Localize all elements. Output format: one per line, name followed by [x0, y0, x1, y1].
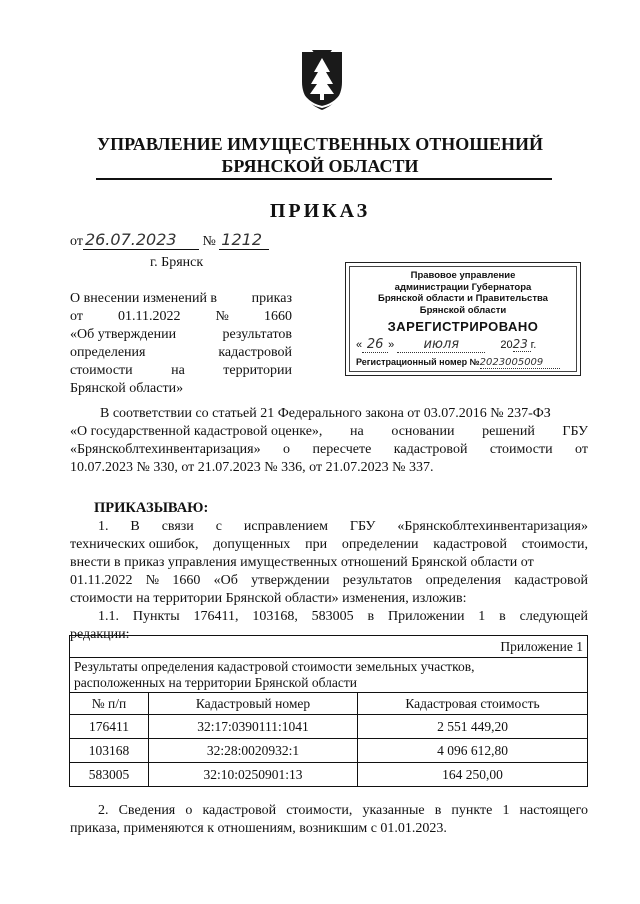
preamble: В соответствии со статьей 21 Федерального закона от 03.07.2016 № 237-ФЗ «О государственной кадастровой оценке», на основании решений ГБУ «Брянскоблтехинвентаризация» о пересчете кадастровой стоимости от 10.07.2023 № 330, от 21.07.2023 № 336, от 21.07.2023 № 337. — [70, 406, 588, 475]
item-1-1: 1.1. Пункты 176411, 103168, 583005 в Приложении 1 в следующей редакции: — [70, 609, 588, 642]
order-number: 1212 — [219, 230, 269, 250]
from-label: от — [70, 234, 83, 249]
stamp-reg-number: 2023005009 — [480, 357, 560, 369]
agency-name-line2: БРЯНСКОЙ ОБЛАСТИ — [221, 156, 419, 176]
order-date-number — [70, 230, 269, 250]
order-word: ПРИКАЗЫВАЮ: — [94, 500, 209, 516]
stamp-month: июля — [397, 337, 485, 353]
agency-name-line1: УПРАВЛЕНИЕ ИМУЩЕСТВЕННЫХ ОТНОШЕНИЙ — [96, 134, 544, 154]
document-title: ПРИКАЗ — [269, 200, 371, 222]
item-2: 2. Сведения о кадастровой стоимости, указанные в пункте 1 настоящего приказа, применяются к отношениям, возникшим с 01.01.2023. — [70, 803, 588, 836]
order-date: 26.07.2023 — [83, 230, 199, 250]
table-row: 176411 32:17:0390111:1041 2 551 449,20 — [70, 715, 588, 739]
registration-stamp: Правовое управление администрации Губернатора Брянской области и Правительства Брянской области ЗАРЕГИСТРИРОВАНО « 26 » июля 2023 г. Регистрационный номер №2023005009 — [345, 262, 581, 376]
number-label: № — [202, 234, 216, 249]
table-header: № п/п Кадастровый номер Кадастровая стоимость — [70, 693, 588, 715]
header-divider — [96, 178, 552, 180]
city: г. Брянск — [150, 255, 204, 270]
stamp-day: 26 — [362, 337, 388, 353]
order-subject: О внесении изменений в приказ от 01.11.2022 № 1660 «Об утверждении результатов определения кадастровой стоимости на территории Брянской области» — [70, 291, 292, 396]
table-row: 103168 32:28:0020932:1 4 096 612,80 — [70, 739, 588, 763]
table-row: 583005 32:10:0250901:13 164 250,00 — [70, 763, 588, 787]
table-caption: Результаты определения кадастровой стоимости земельных участков, расположенных на территории Брянской области — [70, 658, 588, 693]
cadastral-value-table — [69, 635, 588, 787]
item-1: 1. В связи с исправлением ГБУ «Брянскоблтехинвентаризация» технических ошибок, допущенных при определении кадастровой стоимости, внести в приказ управления имущественных отношений Брянской области от 01.11.2022 № 1660 «Об утверждении результатов определения кадастровой стоимости на территории Брянской области» изменения, изложив: — [70, 519, 588, 606]
stamp-registered: ЗАРЕГИСТРИРОВАНО — [387, 319, 539, 334]
appendix-label: Приложение 1 — [70, 636, 588, 658]
bryansk-coat-of-arms-icon — [298, 48, 346, 112]
